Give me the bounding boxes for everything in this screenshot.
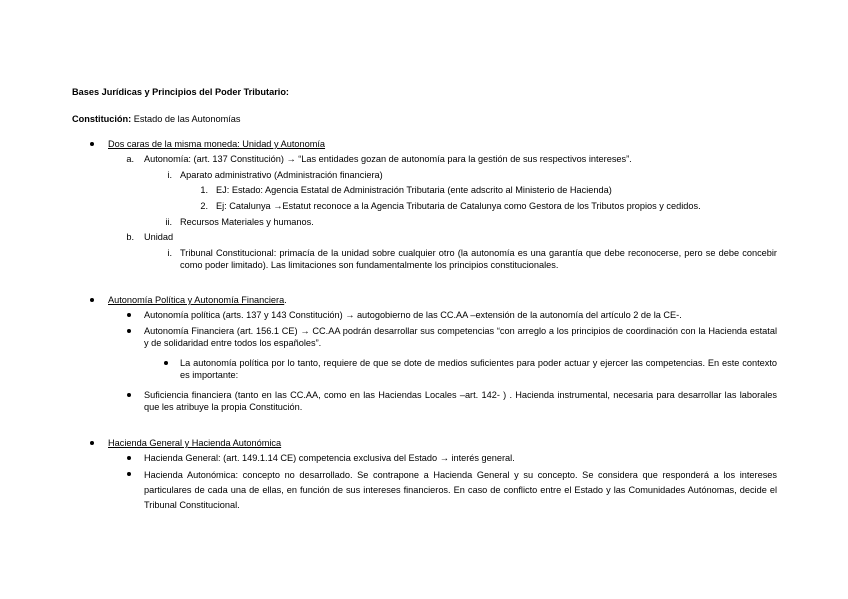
list-item-suficiencia-financiera: Suficiencia financiera (tanto en las CC.AA, como en las Haciendas Locales –art. 142- ) . Hacienda instrumental, necesaria para desarrollar las laborales que les atribuye la propia Constitución. [144, 390, 777, 412]
bullet-icon [127, 472, 131, 476]
list-item-medios-suficientes: La autonomía política por lo tanto, requiere de que se dote de medios suficientes para poder actuar y ejercer las competencias. En este contexto es importante: [180, 358, 777, 380]
list-item-aparato-administrativo: Aparato administrativo (Administración financiera) [180, 170, 383, 180]
list-item-tribunal-constitucional: Tribunal Constitucional: primacía de la unidad sobre cualquier otro (la autonomía es una garantía que debe reconocerse, pero se debe concebir como poder limitado). Las limitaciones son fundamentalmente los principios constitucionales. [180, 248, 777, 270]
bullet-icon [90, 298, 94, 302]
bullet-icon [127, 329, 131, 333]
bullet-icon [127, 393, 131, 397]
section-heading-suffix: . [284, 295, 287, 305]
list-item-hacienda-autonomica: Hacienda Autonómica: concepto no desarrollado. Se contrapone a Hacienda General y su concepto. Se considera que responderá a los intereses particulares de cada una de ellas, en función de sus intereses financieros. En caso de conflicto entre el Estado y las Comunidades Autónomas, decide el Tribunal Constitucional. [144, 470, 777, 510]
list-item-unidad: Unidad [144, 232, 174, 242]
list-item-hacienda-general: Hacienda General: (art. 149.1.14 CE) competencia exclusiva del Estado → interés general. [144, 453, 515, 463]
section-heading-unidad-autonomia: Dos caras de la misma moneda: Unidad y Autonomía [108, 139, 326, 149]
bullet-icon [90, 441, 94, 445]
bullet-icon [127, 456, 131, 460]
section-heading-text: Autonomía Política y Autonomía Financiera [108, 295, 285, 305]
bullet-icon [127, 313, 131, 317]
document-title: Bases Jurídicas y Principios del Poder Tributario: [72, 87, 289, 97]
list-item-autonomia-financiera: Autonomía Financiera (art. 156.1 CE) → CC.AA podrán desarrollar sus competencias “con arreglo a los principios de coordinación con la Hacienda estatal y de solidaridad entre todos los españoles”. [144, 326, 777, 348]
list-item-ej-catalunya: Ej: Catalunya →Estatut reconoce a la Agencia Tributaria de Catalunya como Gestora de los Tributos propios y cedidos. [216, 201, 701, 211]
list-item-autonomia-politica: Autonomía política (arts. 137 y 143 Constitución) → autogobierno de las CC.AA –extensión de la autonomía del artículo 2 de la CE-. [144, 310, 682, 320]
list-marker: 1. [200, 185, 208, 195]
bullet-icon [164, 361, 168, 365]
section-heading-hacienda: Hacienda General y Hacienda Autonómica [108, 438, 282, 448]
list-item-autonomia: Autonomía: (art. 137 Constitución) → “Las entidades gozan de autonomía para la gestión de sus respectivos intereses”. [144, 154, 632, 164]
list-marker: ii. [165, 217, 172, 227]
list-marker: a. [126, 154, 134, 164]
list-marker: b. [126, 232, 134, 242]
list-item-recursos: Recursos Materiales y humanos. [180, 217, 314, 227]
list-marker: 2. [200, 201, 208, 211]
list-marker: i. [167, 248, 172, 258]
constitucion-line [72, 113, 241, 125]
section-heading-autonomia-politica-financiera [108, 294, 287, 306]
constitucion-label: Constitución: [72, 114, 132, 124]
list-item-ej-estado: EJ: Estado: Agencia Estatal de Administración Tributaria (ente adscrito al Ministerio de Hacienda) [216, 185, 612, 195]
constitucion-text: Estado de las Autonomías [131, 114, 241, 124]
bullet-icon [90, 142, 94, 146]
list-marker: i. [167, 170, 172, 180]
